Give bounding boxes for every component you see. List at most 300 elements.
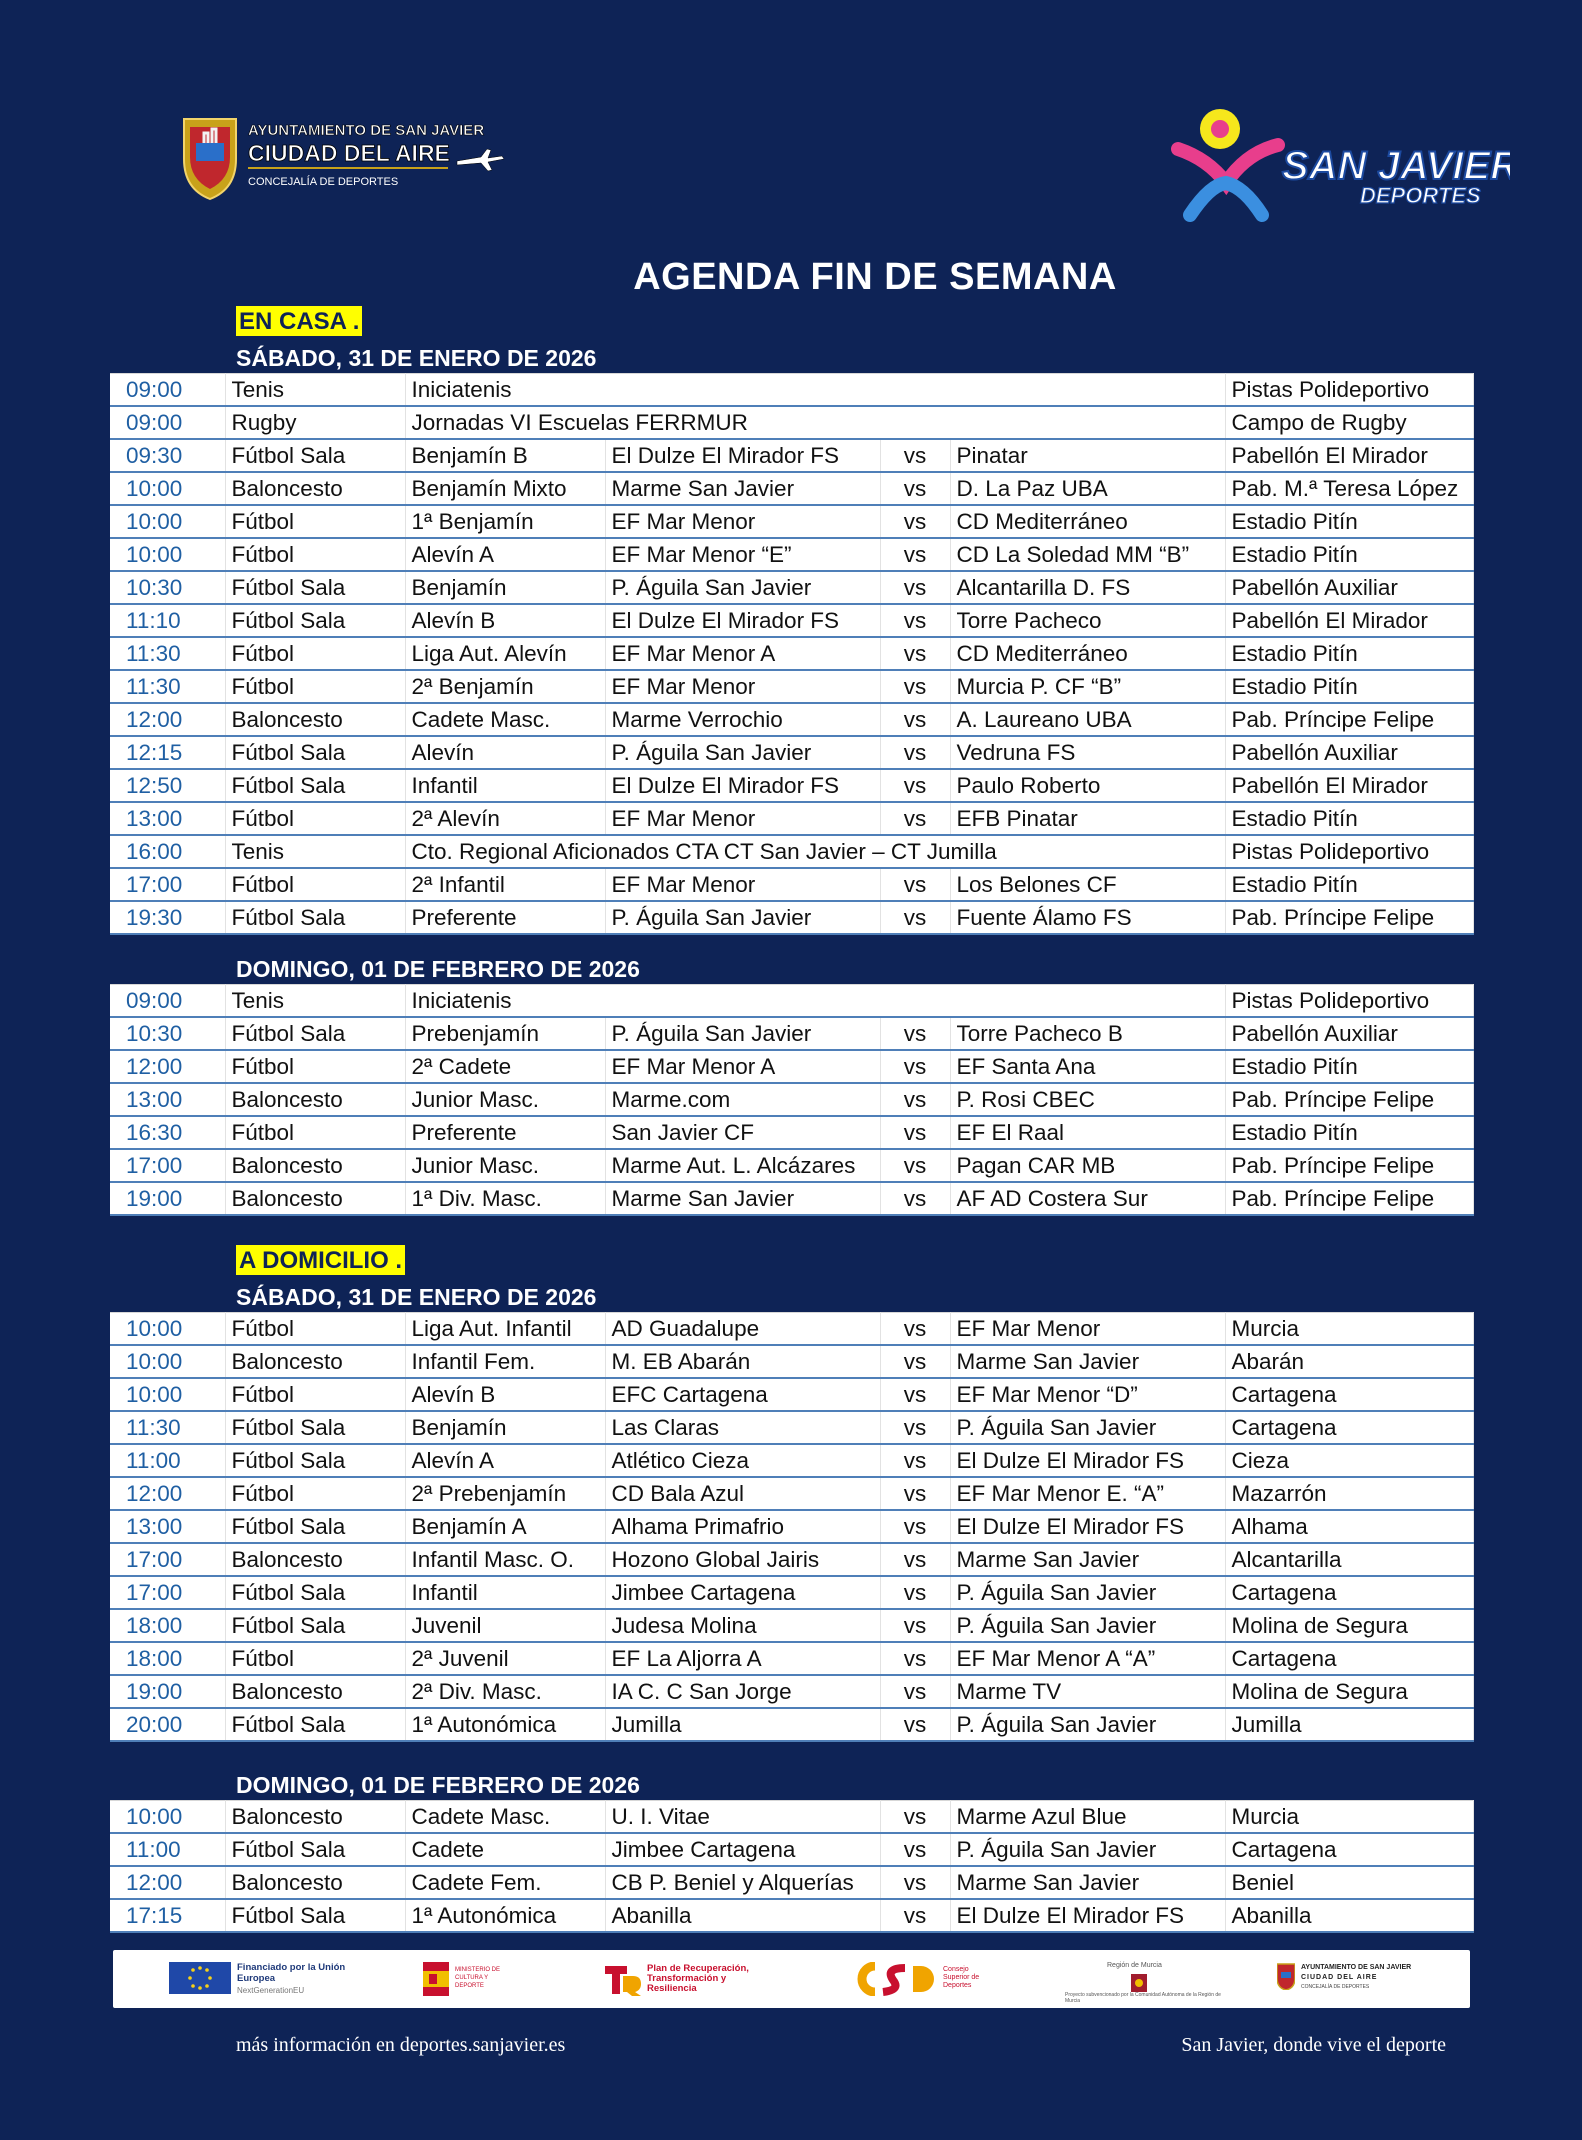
cell-cat: Cto. Regional Aficionados CTA CT San Javier – CT Jumilla: [405, 835, 1225, 868]
cell-vs: vs: [880, 1609, 950, 1642]
table-row: [110, 1642, 1473, 1675]
cell-venue: Estadio Pitín: [1225, 868, 1473, 901]
cell-time: 10:00: [110, 1378, 225, 1411]
cell-home: CD Bala Azul: [605, 1477, 880, 1510]
cell-cat: Iniciatenis: [405, 374, 1225, 407]
cell-away: Torre Pacheco: [950, 604, 1225, 637]
a-domicilio-tag: A DOMICILIO .: [236, 1245, 405, 1275]
cell-cat: 2ª Div. Masc.: [405, 1675, 605, 1708]
cell-sport: Rugby: [225, 406, 405, 439]
cell-away: P. Águila San Javier: [950, 1609, 1225, 1642]
cell-time: 11:30: [110, 670, 225, 703]
cell-venue: Molina de Segura: [1225, 1675, 1473, 1708]
cell-sport: Baloncesto: [225, 1675, 405, 1708]
cell-sport: Fútbol: [225, 1050, 405, 1083]
table-row: [110, 1017, 1473, 1050]
cell-venue: Pab. Príncipe Felipe: [1225, 1182, 1473, 1215]
cell-home: El Dulze El Mirador FS: [605, 439, 880, 472]
table-row: [110, 769, 1473, 802]
cell-sport: Baloncesto: [225, 472, 405, 505]
cell-cat: Infantil: [405, 1576, 605, 1609]
cell-cat: Cadete: [405, 1833, 605, 1866]
cell-vs: vs: [880, 1866, 950, 1899]
cell-away: Pagan CAR MB: [950, 1149, 1225, 1182]
cell-venue: Estadio Pitín: [1225, 1050, 1473, 1083]
en-casa-sabado-section: [110, 341, 1473, 935]
cell-venue: Beniel: [1225, 1866, 1473, 1899]
cell-venue: Abarán: [1225, 1345, 1473, 1378]
cell-home: El Dulze El Mirador FS: [605, 769, 880, 802]
cell-home: Alhama Primafrio: [605, 1510, 880, 1543]
cell-vs: vs: [880, 1899, 950, 1932]
cell-away: P. Águila San Javier: [950, 1576, 1225, 1609]
cell-away: Marme San Javier: [950, 1543, 1225, 1576]
cell-cat: 2ª Prebenjamín: [405, 1477, 605, 1510]
cell-time: 09:30: [110, 439, 225, 472]
cell-vs: vs: [880, 1510, 950, 1543]
table-row: [110, 1675, 1473, 1708]
table-row: [110, 571, 1473, 604]
ministerio-logo: [423, 1962, 513, 1996]
cell-time: 19:30: [110, 901, 225, 934]
cell-venue: Abanilla: [1225, 1899, 1473, 1932]
cell-time: 13:00: [110, 1083, 225, 1116]
cell-time: 19:00: [110, 1675, 225, 1708]
cell-venue: Pistas Polideportivo: [1225, 985, 1473, 1018]
table-row: [110, 985, 1473, 1018]
cell-home: M. EB Abarán: [605, 1345, 880, 1378]
table-row: [110, 736, 1473, 769]
cell-away: EF Mar Menor “D”: [950, 1378, 1225, 1411]
cell-time: 17:00: [110, 1576, 225, 1609]
cell-vs: vs: [880, 439, 950, 472]
cell-time: 10:00: [110, 505, 225, 538]
region-text: Región de Murcia: [1107, 1962, 1162, 1969]
cell-time: 10:30: [110, 571, 225, 604]
cell-vs: vs: [880, 637, 950, 670]
cell-cat: Cadete Masc.: [405, 703, 605, 736]
cell-home: P. Águila San Javier: [605, 736, 880, 769]
cell-time: 11:30: [110, 637, 225, 670]
cell-sport: Baloncesto: [225, 1083, 405, 1116]
cell-away: CD Mediterráneo: [950, 637, 1225, 670]
cell-home: Atlético Cieza: [605, 1444, 880, 1477]
cell-sport: Fútbol Sala: [225, 1609, 405, 1642]
cell-cat: 2ª Juvenil: [405, 1642, 605, 1675]
cell-cat: Jornadas VI Escuelas FERRMUR: [405, 406, 1225, 439]
table-row: [110, 1708, 1473, 1741]
cell-venue: Pabellón Auxiliar: [1225, 1017, 1473, 1050]
cell-cat: 2ª Infantil: [405, 868, 605, 901]
cell-time: 10:00: [110, 472, 225, 505]
cell-vs: vs: [880, 736, 950, 769]
cell-home: EF La Aljorra A: [605, 1642, 880, 1675]
cell-venue: Pab. Príncipe Felipe: [1225, 1149, 1473, 1182]
cell-sport: Fútbol Sala: [225, 439, 405, 472]
cell-away: AF AD Costera Sur: [950, 1182, 1225, 1215]
cell-cat: Preferente: [405, 1116, 605, 1149]
cell-away: P. Águila San Javier: [950, 1833, 1225, 1866]
cell-venue: Pabellón Auxiliar: [1225, 736, 1473, 769]
cell-cat: Prebenjamín: [405, 1017, 605, 1050]
cell-sport: Fútbol: [225, 868, 405, 901]
cell-away: EF Mar Menor: [950, 1313, 1225, 1346]
table-row: [110, 1116, 1473, 1149]
cell-time: 18:00: [110, 1609, 225, 1642]
cell-venue: Estadio Pitín: [1225, 637, 1473, 670]
cell-vs: vs: [880, 703, 950, 736]
cell-time: 16:00: [110, 835, 225, 868]
table-row: [110, 901, 1473, 934]
cell-vs: vs: [880, 1833, 950, 1866]
cell-venue: Estadio Pitín: [1225, 505, 1473, 538]
cell-time: 20:00: [110, 1708, 225, 1741]
cell-sport: Baloncesto: [225, 1149, 405, 1182]
cell-sport: Fútbol Sala: [225, 571, 405, 604]
cell-home: P. Águila San Javier: [605, 901, 880, 934]
cell-home: Marme Verrochio: [605, 703, 880, 736]
cell-cat: Benjamín A: [405, 1510, 605, 1543]
cell-venue: Alcantarilla: [1225, 1543, 1473, 1576]
cell-sport: Fútbol: [225, 505, 405, 538]
cell-cat: Liga Aut. Alevín: [405, 637, 605, 670]
cell-away: CD La Soledad MM “B”: [950, 538, 1225, 571]
cell-home: San Javier CF: [605, 1116, 880, 1149]
cell-home: El Dulze El Mirador FS: [605, 604, 880, 637]
table-row: [110, 1378, 1473, 1411]
cell-away: EF Santa Ana: [950, 1050, 1225, 1083]
cell-away: Torre Pacheco B: [950, 1017, 1225, 1050]
cell-home: EF Mar Menor A: [605, 1050, 880, 1083]
cell-sport: Baloncesto: [225, 1182, 405, 1215]
cell-time: 11:30: [110, 1411, 225, 1444]
table-row: [110, 439, 1473, 472]
cell-sport: Fútbol Sala: [225, 901, 405, 934]
cell-sport: Fútbol Sala: [225, 1017, 405, 1050]
cell-cat: Benjamín: [405, 1411, 605, 1444]
cell-venue: Pistas Polideportivo: [1225, 374, 1473, 407]
cell-cat: Alevín A: [405, 1444, 605, 1477]
cell-cat: 1ª Div. Masc.: [405, 1182, 605, 1215]
cell-cat: Benjamín: [405, 571, 605, 604]
cell-time: 12:00: [110, 1477, 225, 1510]
cell-time: 11:00: [110, 1833, 225, 1866]
cell-away: P. Águila San Javier: [950, 1411, 1225, 1444]
cell-venue: Estadio Pitín: [1225, 538, 1473, 571]
region-subtext: Proyecto subvencionado por la Comunidad Autónoma de la Región de Murcia: [1065, 1992, 1221, 2004]
table-row: [110, 1313, 1473, 1346]
cell-time: 09:00: [110, 406, 225, 439]
en-casa-domingo-section: [110, 952, 1473, 1216]
cell-sport: Fútbol: [225, 670, 405, 703]
cell-vs: vs: [880, 1313, 950, 1346]
cell-home: EF Mar Menor: [605, 670, 880, 703]
cell-home: U. I. Vitae: [605, 1801, 880, 1834]
eu-text: Financiado por la Unión Europea: [237, 1962, 346, 1984]
logo-right-line1: SAN JAVIER: [1282, 144, 1510, 188]
cell-home: EF Mar Menor: [605, 868, 880, 901]
cell-vs: vs: [880, 1083, 950, 1116]
cell-home: Marme San Javier: [605, 1182, 880, 1215]
table-row: [110, 1543, 1473, 1576]
cell-time: 11:00: [110, 1444, 225, 1477]
cell-venue: Pistas Polideportivo: [1225, 835, 1473, 868]
cell-home: Jimbee Cartagena: [605, 1576, 880, 1609]
cell-cat: 2ª Alevín: [405, 802, 605, 835]
table-row: [110, 835, 1473, 868]
a-domicilio-domingo-section: [110, 1768, 1473, 1933]
cell-cat: 2ª Cadete: [405, 1050, 605, 1083]
cell-venue: Pab. M.ª Teresa López: [1225, 472, 1473, 505]
cell-time: 16:30: [110, 1116, 225, 1149]
cell-home: Marme San Javier: [605, 472, 880, 505]
cell-cat: 2ª Benjamín: [405, 670, 605, 703]
cell-vs: vs: [880, 670, 950, 703]
cell-home: Judesa Molina: [605, 1609, 880, 1642]
cell-cat: Cadete Fem.: [405, 1866, 605, 1899]
cell-vs: vs: [880, 571, 950, 604]
cell-sport: Fútbol: [225, 1116, 405, 1149]
cell-venue: Molina de Segura: [1225, 1609, 1473, 1642]
ayto-line2: CIUDAD DEL AIRE: [1301, 1974, 1378, 1981]
logo-line1: AYUNTAMIENTO DE SAN JAVIER: [248, 122, 485, 139]
cell-sport: Fútbol Sala: [225, 736, 405, 769]
cell-away: EF El Raal: [950, 1116, 1225, 1149]
cell-time: 09:00: [110, 985, 225, 1018]
day-heading: SÁBADO, 31 DE ENERO DE 2026: [236, 1284, 597, 1310]
cell-vs: vs: [880, 604, 950, 637]
sanjavier-deportes-logo: [1170, 103, 1510, 223]
cell-cat: Cadete Masc.: [405, 1801, 605, 1834]
cell-home: CB P. Beniel y Alquerías: [605, 1866, 880, 1899]
cell-sport: Fútbol: [225, 1477, 405, 1510]
a-domicilio-sabado-section: [110, 1280, 1473, 1742]
cell-vs: vs: [880, 1182, 950, 1215]
cell-cat: Iniciatenis: [405, 985, 1225, 1018]
table-row: [110, 1444, 1473, 1477]
cell-venue: Estadio Pitín: [1225, 1116, 1473, 1149]
cell-away: Marme San Javier: [950, 1866, 1225, 1899]
table-row: [110, 406, 1473, 439]
table-row: [110, 538, 1473, 571]
cell-sport: Fútbol Sala: [225, 769, 405, 802]
cell-cat: 1ª Autonómica: [405, 1708, 605, 1741]
cell-away: CD Mediterráneo: [950, 505, 1225, 538]
cell-venue: Pabellón El Mirador: [1225, 439, 1473, 472]
cell-home: EF Mar Menor “E”: [605, 538, 880, 571]
cell-venue: Alhama: [1225, 1510, 1473, 1543]
cell-sport: Fútbol Sala: [225, 1708, 405, 1741]
cell-vs: vs: [880, 1116, 950, 1149]
cell-time: 17:00: [110, 868, 225, 901]
cell-vs: vs: [880, 1675, 950, 1708]
cell-vs: vs: [880, 472, 950, 505]
table-row: [110, 472, 1473, 505]
cell-away: Marme Azul Blue: [950, 1801, 1225, 1834]
cell-venue: Cartagena: [1225, 1576, 1473, 1609]
cell-vs: vs: [880, 1477, 950, 1510]
cell-vs: vs: [880, 802, 950, 835]
cell-time: 11:10: [110, 604, 225, 637]
cell-venue: Pab. Príncipe Felipe: [1225, 901, 1473, 934]
cell-away: EF Mar Menor E. “A”: [950, 1477, 1225, 1510]
sponsors-bar: [113, 1950, 1470, 2008]
cell-venue: Cartagena: [1225, 1378, 1473, 1411]
cell-sport: Fútbol: [225, 1642, 405, 1675]
cell-away: El Dulze El Mirador FS: [950, 1510, 1225, 1543]
cell-vs: vs: [880, 1801, 950, 1834]
table-row: [110, 1083, 1473, 1116]
cell-away: A. Laureano UBA: [950, 703, 1225, 736]
footer-slogan: San Javier, donde vive el deporte: [1181, 2034, 1446, 2056]
table-row: [110, 1801, 1473, 1834]
cell-time: 10:30: [110, 1017, 225, 1050]
ayto-line3: CONCEJALÍA DE DEPORTES: [1301, 1984, 1370, 1990]
cell-vs: vs: [880, 868, 950, 901]
cell-venue: Murcia: [1225, 1313, 1473, 1346]
cell-venue: Estadio Pitín: [1225, 670, 1473, 703]
ayuntamiento-logo: [182, 113, 542, 203]
table-row: [110, 1477, 1473, 1510]
cell-cat: Juvenil: [405, 1609, 605, 1642]
cell-home: Marme.com: [605, 1083, 880, 1116]
cell-time: 13:00: [110, 802, 225, 835]
csd-logo: [853, 1962, 993, 1996]
cell-vs: vs: [880, 505, 950, 538]
region-murcia-logo: [1065, 1962, 1221, 2004]
cell-away: Marme TV: [950, 1675, 1225, 1708]
table-row: [110, 637, 1473, 670]
cell-home: Hozono Global Jairis: [605, 1543, 880, 1576]
cell-time: 13:00: [110, 1510, 225, 1543]
cell-sport: Fútbol Sala: [225, 1411, 405, 1444]
cell-vs: vs: [880, 1411, 950, 1444]
cell-sport: Fútbol Sala: [225, 1510, 405, 1543]
en-casa-tag: EN CASA .: [236, 306, 362, 336]
cell-sport: Tenis: [225, 835, 405, 868]
cell-sport: Fútbol: [225, 637, 405, 670]
logo-line3: CONCEJALÍA DE DEPORTES: [248, 176, 399, 188]
cell-vs: vs: [880, 538, 950, 571]
cell-venue: Murcia: [1225, 1801, 1473, 1834]
cell-home: IA C. C San Jorge: [605, 1675, 880, 1708]
cell-sport: Fútbol Sala: [225, 1833, 405, 1866]
cell-sport: Fútbol Sala: [225, 1899, 405, 1932]
cell-venue: Cartagena: [1225, 1833, 1473, 1866]
cell-cat: Alevín B: [405, 604, 605, 637]
cell-vs: vs: [880, 1345, 950, 1378]
cell-home: EFC Cartagena: [605, 1378, 880, 1411]
cell-away: P. Águila San Javier: [950, 1708, 1225, 1741]
cell-home: EF Mar Menor: [605, 802, 880, 835]
cell-time: 10:00: [110, 1345, 225, 1378]
cell-vs: vs: [880, 1444, 950, 1477]
cell-cat: Alevín A: [405, 538, 605, 571]
cell-venue: Pabellón El Mirador: [1225, 769, 1473, 802]
cell-vs: vs: [880, 1708, 950, 1741]
cell-cat: Alevín: [405, 736, 605, 769]
cell-home: P. Águila San Javier: [605, 1017, 880, 1050]
cell-vs: vs: [880, 1543, 950, 1576]
table-row: [110, 1609, 1473, 1642]
table-row: [110, 670, 1473, 703]
cell-home: Jimbee Cartagena: [605, 1833, 880, 1866]
cell-vs: vs: [880, 901, 950, 934]
cell-sport: Fútbol: [225, 802, 405, 835]
cell-sport: Fútbol: [225, 1313, 405, 1346]
cell-time: 17:00: [110, 1543, 225, 1576]
plan-text: Plan de Recuperación, Transformación y Resiliencia: [647, 1963, 749, 1994]
cell-time: 10:00: [110, 1801, 225, 1834]
cell-sport: Baloncesto: [225, 703, 405, 736]
table-row: [110, 1050, 1473, 1083]
table-row: [110, 1411, 1473, 1444]
schedule-table: [110, 373, 1474, 935]
cell-time: 10:00: [110, 1313, 225, 1346]
schedule-table: [110, 984, 1474, 1216]
cell-away: Paulo Roberto: [950, 769, 1225, 802]
cell-away: Pinatar: [950, 439, 1225, 472]
cell-cat: Liga Aut. Infantil: [405, 1313, 605, 1346]
cell-away: Alcantarilla D. FS: [950, 571, 1225, 604]
cell-venue: Pabellón Auxiliar: [1225, 571, 1473, 604]
cell-time: 10:00: [110, 538, 225, 571]
cell-away: Marme San Javier: [950, 1345, 1225, 1378]
table-row: [110, 604, 1473, 637]
cell-sport: Baloncesto: [225, 1345, 405, 1378]
cell-cat: Benjamín B: [405, 439, 605, 472]
cell-home: EF Mar Menor: [605, 505, 880, 538]
schedule-table: [110, 1800, 1474, 1933]
cell-cat: Infantil: [405, 769, 605, 802]
table-row: [110, 802, 1473, 835]
cell-home: P. Águila San Javier: [605, 571, 880, 604]
cell-away: EFB Pinatar: [950, 802, 1225, 835]
cell-vs: vs: [880, 769, 950, 802]
cell-away: D. La Paz UBA: [950, 472, 1225, 505]
cell-venue: Pab. Príncipe Felipe: [1225, 1083, 1473, 1116]
cell-venue: Pab. Príncipe Felipe: [1225, 703, 1473, 736]
cell-home: Jumilla: [605, 1708, 880, 1741]
cell-time: 12:15: [110, 736, 225, 769]
page-title: AGENDA FIN DE SEMANA: [633, 256, 1117, 298]
cell-time: 12:00: [110, 703, 225, 736]
cell-away: El Dulze El Mirador FS: [950, 1444, 1225, 1477]
cell-time: 12:00: [110, 1866, 225, 1899]
cell-away: El Dulze El Mirador FS: [950, 1899, 1225, 1932]
cell-cat: Junior Masc.: [405, 1083, 605, 1116]
cell-home: Abanilla: [605, 1899, 880, 1932]
cell-home: Las Claras: [605, 1411, 880, 1444]
plan-recuperacion-logo: [603, 1962, 773, 1996]
ministerio-text: MINISTERIO DE CULTURA Y DEPORTE: [455, 1967, 501, 1989]
day-heading: DOMINGO, 01 DE FEBRERO DE 2026: [236, 1772, 640, 1798]
cell-venue: Cartagena: [1225, 1411, 1473, 1444]
footer-info-link[interactable]: más información en deportes.sanjavier.es: [236, 2034, 566, 2056]
cell-cat: Infantil Masc. O.: [405, 1543, 605, 1576]
cell-home: EF Mar Menor A: [605, 637, 880, 670]
cell-venue: Cieza: [1225, 1444, 1473, 1477]
cell-vs: vs: [880, 1149, 950, 1182]
cell-cat: Preferente: [405, 901, 605, 934]
eu-subtext: NextGenerationEU: [237, 1986, 305, 1995]
cell-time: 09:00: [110, 374, 225, 407]
cell-cat: Junior Masc.: [405, 1149, 605, 1182]
day-heading: SÁBADO, 31 DE ENERO DE 2026: [236, 345, 597, 371]
cell-cat: 1ª Autonómica: [405, 1899, 605, 1932]
cell-venue: Jumilla: [1225, 1708, 1473, 1741]
cell-cat: Benjamín Mixto: [405, 472, 605, 505]
